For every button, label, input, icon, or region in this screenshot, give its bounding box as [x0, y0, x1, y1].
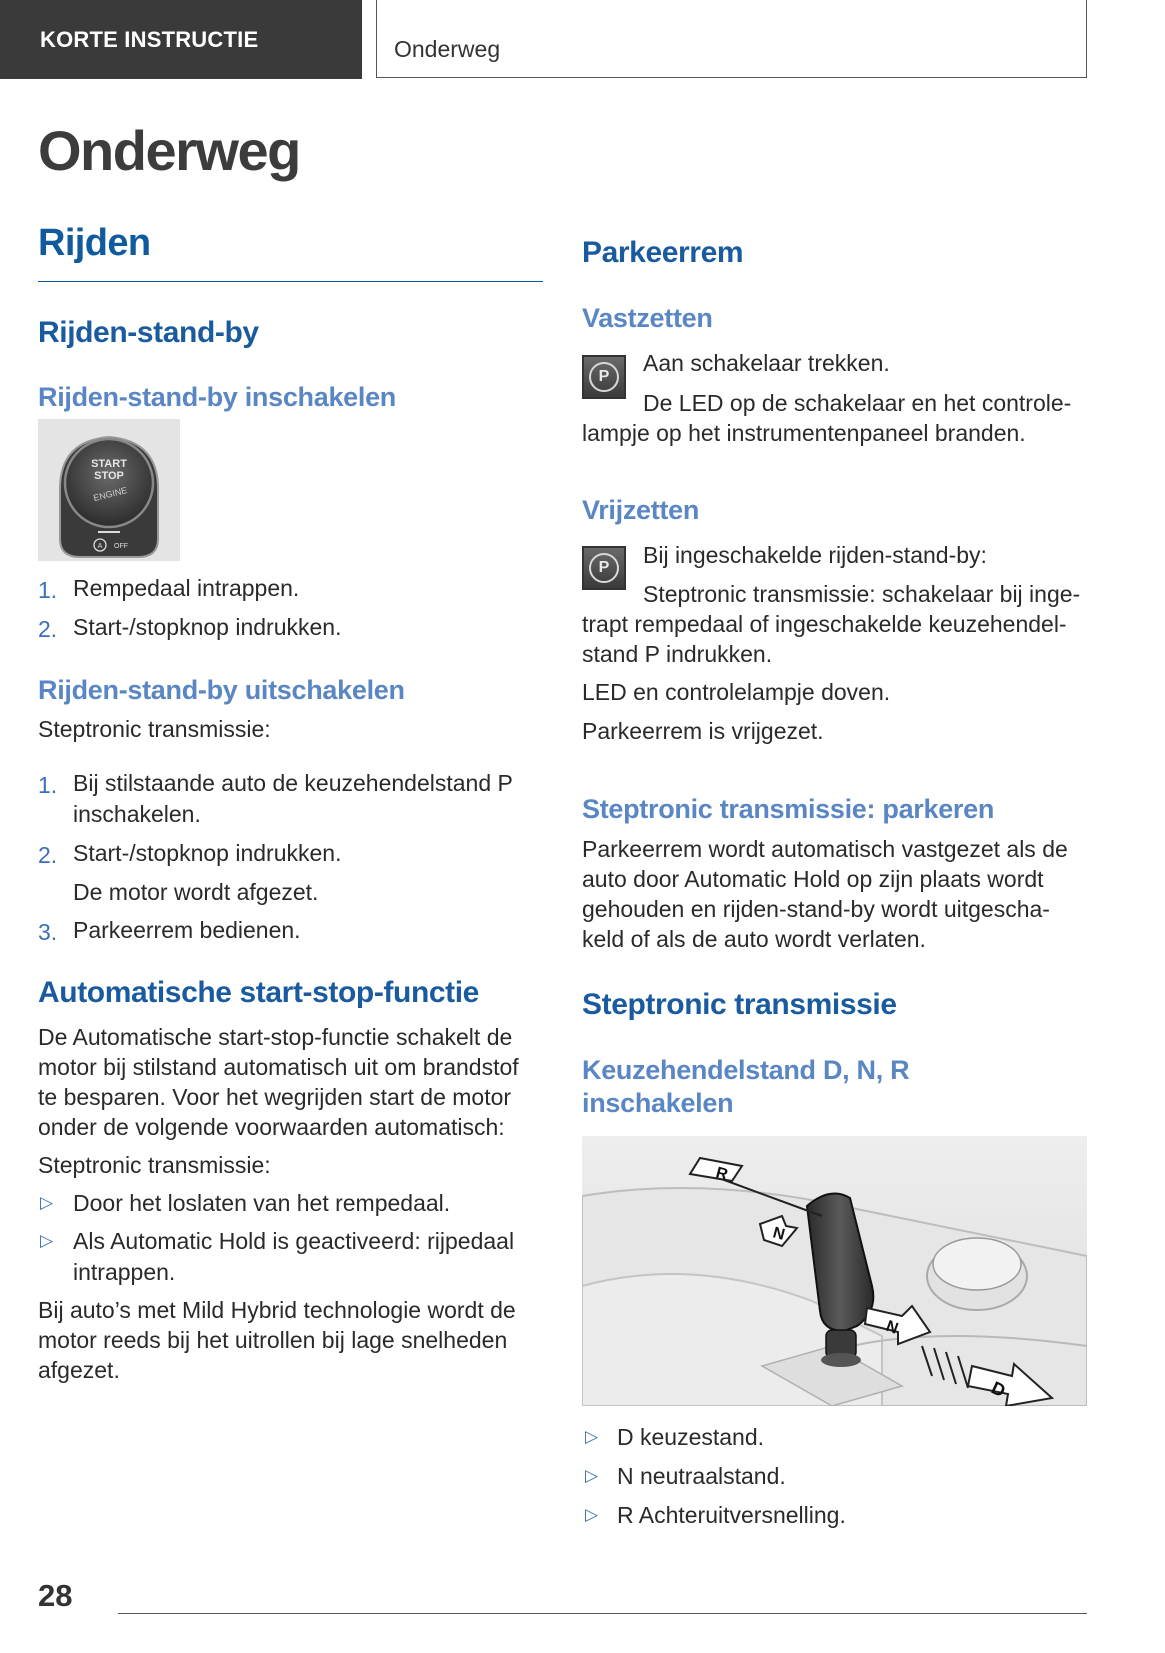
paragraph-line: Bij auto’s met Mild Hybrid technologie wordt de	[38, 1297, 516, 1323]
heading-steptronic-transmissie: Steptronic transmissie	[582, 988, 897, 1021]
gear-label-n-upper: N	[770, 1224, 787, 1244]
paragraph-line: stand P indrukken.	[582, 641, 773, 667]
step-number: 3.	[38, 919, 58, 945]
engine-label: ENGINE	[92, 485, 129, 504]
paragraph-line: keld of als de auto wordt verlaten.	[582, 926, 926, 952]
parking-brake-symbol: P	[589, 362, 619, 392]
steptronic-intro: Steptronic transmissie:	[38, 716, 271, 742]
heading-keuzehendelstand: Keuzehendelstand D, N, R	[582, 1055, 910, 1085]
parking-brake-switch-icon	[582, 546, 626, 590]
paragraph-line: De LED op de schakelaar en het controle-	[643, 390, 1072, 416]
gear-label-d: D	[988, 1377, 1009, 1402]
footer-rule	[118, 1613, 1087, 1614]
section-title-box	[376, 0, 1087, 78]
bullet-triangle-icon: ▷	[40, 1193, 54, 1212]
heading-rijden: Rijden	[38, 222, 151, 264]
page-title: Onderweg	[38, 119, 300, 182]
paragraph-line: motor bij stilstand automatisch uit om brandstof	[38, 1054, 519, 1080]
paragraph-line: lampje op het instrumentenpaneel branden.	[582, 420, 1026, 446]
step-text: Parkeerrem bedienen.	[73, 917, 301, 943]
steptronic-intro: Steptronic transmissie:	[38, 1152, 271, 1178]
start-label: START	[91, 458, 127, 470]
paragraph-line: Steptronic transmissie: schakelaar bij inge-	[643, 581, 1081, 607]
bullet-text: R Achteruitversnelling.	[617, 1502, 846, 1528]
heading-parkeerrem: Parkeerrem	[582, 236, 744, 269]
heading-rule	[38, 281, 543, 282]
paragraph-line: Parkeerrem wordt automatisch vastgezet als de	[582, 836, 1068, 862]
bullet-text: Als Automatic Hold is geactiveerd: rijpedaal	[73, 1228, 515, 1254]
off-label: OFF	[114, 543, 128, 550]
paragraph-line: gehouden en rijden-stand-by wordt uitgescha-	[582, 896, 1050, 922]
paragraph-line: De Automatische start-stop-functie schakelt de	[38, 1024, 513, 1050]
svg-text:A: A	[97, 543, 103, 550]
step-number: 2.	[38, 616, 58, 642]
paragraph-line: Bij ingeschakelde rijden-stand-by:	[643, 542, 987, 568]
heading-rijden-stand-by: Rijden-stand-by	[38, 316, 259, 349]
gear-label-r: R	[713, 1164, 730, 1184]
paragraph-line: Aan schakelaar trekken.	[643, 350, 890, 376]
paragraph-line: motor reeds bij het uitrollen bij lage snelheden	[38, 1327, 508, 1353]
parking-brake-switch-icon	[582, 355, 626, 399]
gear-selector-image	[582, 1136, 1087, 1406]
heading-vrijzetten: Vrijzetten	[582, 495, 700, 525]
section-tab	[0, 0, 362, 79]
parking-brake-symbol: P	[589, 553, 619, 583]
paragraph-line: onder de volgende voorwaarden automatisch:	[38, 1114, 505, 1140]
paragraph-line: te besparen. Voor het wegrijden start de motor	[38, 1084, 512, 1110]
step-number: 1.	[38, 577, 58, 603]
bullet-triangle-icon: ▷	[585, 1505, 599, 1524]
bullet-text: Door het loslaten van het rempedaal.	[73, 1190, 451, 1216]
step-text: Bij stilstaande auto de keuzehendelstand P	[73, 770, 513, 796]
paragraph-line: auto door Automatic Hold op zijn plaats wordt	[582, 866, 1044, 892]
bullet-triangle-icon: ▷	[585, 1466, 599, 1485]
step-text: Rempedaal intrappen.	[73, 575, 300, 601]
step-text: inschakelen.	[73, 801, 201, 827]
start-stop-button-image	[38, 419, 180, 561]
paragraph-line: LED en controlelampje doven.	[582, 679, 891, 705]
heading-keuzehendelstand-2: inschakelen	[582, 1088, 734, 1118]
step-number: 2.	[38, 842, 58, 868]
step-number: 1.	[38, 772, 58, 798]
section-title: Onderweg	[394, 36, 501, 62]
step-text: Start-/stopknop indrukken.	[73, 614, 342, 640]
heading-stand-by-inschakelen: Rijden-stand-by inschakelen	[38, 382, 396, 412]
gear-label-n-lower: N	[883, 1317, 901, 1338]
page-number: 28	[38, 1578, 73, 1613]
bullet-triangle-icon: ▷	[40, 1231, 54, 1250]
heading-steptronic-parkeren: Steptronic transmissie: parkeren	[582, 794, 995, 824]
bullet-text: intrappen.	[73, 1259, 176, 1285]
paragraph-line: afgezet.	[38, 1357, 120, 1383]
bullet-text: D keuzestand.	[617, 1424, 765, 1450]
section-tab-label: KORTE INSTRUCTIE	[40, 26, 259, 52]
heading-stand-by-uitschakelen: Rijden-stand-by uitschakelen	[38, 675, 405, 705]
stop-label: STOP	[94, 470, 124, 482]
step-text: De motor wordt afgezet.	[73, 879, 319, 905]
bullet-text: N neutraalstand.	[617, 1463, 786, 1489]
bullet-triangle-icon: ▷	[585, 1427, 599, 1446]
paragraph-line: Parkeerrem is vrijgezet.	[582, 718, 824, 744]
paragraph-line: trapt rempedaal of ingeschakelde keuzehendel-	[582, 611, 1067, 637]
step-text: Start-/stopknop indrukken.	[73, 840, 342, 866]
heading-automatische-start-stop: Automatische start-stop-functie	[38, 976, 479, 1009]
heading-vastzetten: Vastzetten	[582, 303, 713, 333]
